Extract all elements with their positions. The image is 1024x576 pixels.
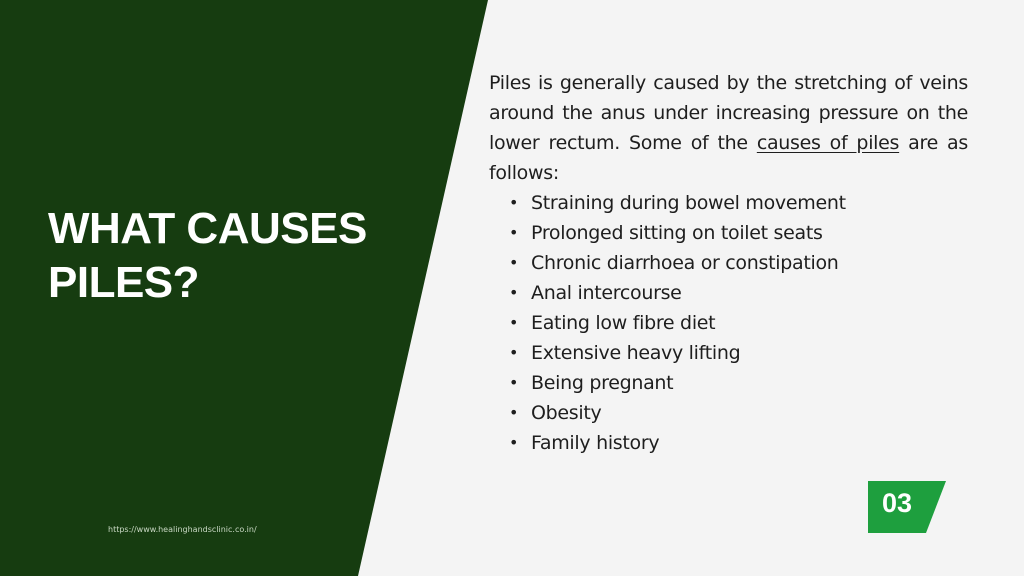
bullet-icon: •	[509, 193, 519, 212]
bullet-icon: •	[509, 343, 519, 362]
list-item	[509, 428, 968, 458]
list-item-text: Family history	[531, 432, 660, 454]
list-item	[509, 188, 968, 218]
intro-end-text: are as follows:	[489, 132, 968, 184]
causes-list	[489, 188, 968, 458]
intro-text: Piles is generally caused by the stretching of veins around the anus under increasing pressure on the lower rectum. Some of the	[489, 72, 968, 154]
bullet-icon: •	[509, 283, 519, 302]
list-item-text: Extensive heavy lifting	[531, 342, 741, 364]
list-item	[509, 398, 968, 428]
content-block	[489, 68, 968, 458]
list-item	[509, 338, 968, 368]
list-item	[509, 308, 968, 338]
bullet-icon: •	[509, 373, 519, 392]
website-url: https://www.healinghandsclinic.co.in/	[108, 525, 257, 534]
list-item	[509, 218, 968, 248]
bullet-icon: •	[509, 253, 519, 272]
list-item	[509, 368, 968, 398]
list-item-text: Eating low fibre diet	[531, 312, 716, 334]
intro-paragraph	[489, 68, 968, 188]
list-item	[509, 248, 968, 278]
page-number: 03	[881, 488, 913, 518]
causes-of-piles-link[interactable]: causes of piles	[756, 132, 900, 154]
bullet-icon: •	[509, 223, 519, 242]
list-item-text: Chronic diarrhoea or constipation	[531, 252, 839, 274]
list-item-text: Obesity	[531, 402, 602, 424]
bullet-icon: •	[509, 433, 519, 452]
list-item-text: Being pregnant	[531, 372, 674, 394]
slide-title: WHAT CAUSES PILES?	[48, 204, 367, 307]
bullet-icon: •	[509, 313, 519, 332]
list-item	[509, 278, 968, 308]
list-item-text: Anal intercourse	[531, 282, 682, 304]
bullet-icon: •	[509, 403, 519, 422]
list-item-text: Straining during bowel movement	[531, 192, 846, 214]
list-item-text: Prolonged sitting on toilet seats	[531, 222, 823, 244]
